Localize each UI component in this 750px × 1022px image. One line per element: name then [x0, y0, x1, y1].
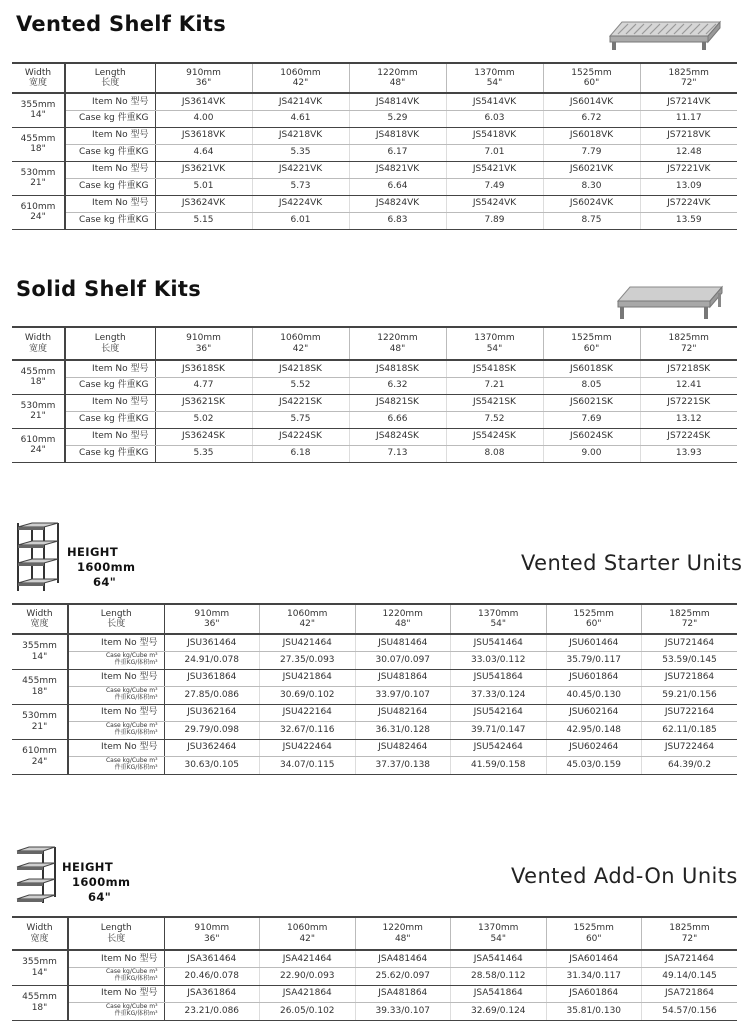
value-cell: 13.93	[640, 445, 737, 462]
length-header: Length 长度	[65, 327, 155, 360]
width-header: Width 宽度	[12, 63, 65, 93]
addon-title: Vented Add-On Units	[511, 864, 738, 888]
item-cell: JS5421VK	[446, 161, 543, 178]
item-cell: JSU542464	[451, 739, 547, 756]
row-label: Item No 型号	[68, 634, 164, 651]
item-cell: JS5418SK	[446, 360, 543, 377]
value-cell: 29.79/0.098	[164, 721, 260, 739]
value-cell: 8.75	[543, 212, 640, 229]
column-header: 1825mm 72"	[640, 63, 737, 93]
solid-shelf-title: Solid Shelf Kits	[16, 277, 202, 301]
item-cell: JSU481864	[355, 669, 451, 686]
row-label: Item No 型号	[65, 195, 155, 212]
vented-shelf-title: Vented Shelf Kits	[16, 12, 226, 36]
value-cell: 12.41	[640, 377, 737, 394]
item-cell: JS3624SK	[155, 428, 252, 445]
item-cell: JSU421864	[260, 669, 356, 686]
column-header: 1370mm 54"	[451, 604, 547, 634]
value-cell: 41.59/0.158	[451, 756, 547, 774]
row-label: Item No 型号	[65, 360, 155, 377]
column-header: 1525mm 60"	[543, 327, 640, 360]
value-cell: 8.30	[543, 178, 640, 195]
item-cell: JSU542164	[451, 704, 547, 721]
value-cell: 6.32	[349, 377, 446, 394]
row-label: Item No 型号	[65, 161, 155, 178]
addon-unit-image	[15, 845, 59, 905]
row-label: Item No 型号	[65, 428, 155, 445]
row-label: Case kg 件重KG	[65, 110, 155, 127]
item-cell: JSA721864	[642, 985, 738, 1002]
column-header: 1220mm 48"	[349, 327, 446, 360]
item-cell: JSU541464	[451, 634, 547, 651]
value-cell: 13.09	[640, 178, 737, 195]
table-row	[12, 428, 737, 445]
column-header: 1825mm 72"	[642, 604, 738, 634]
value-cell: 22.90/0.093	[260, 967, 356, 985]
item-cell: JS4218SK	[252, 360, 349, 377]
table-row	[12, 967, 737, 985]
item-cell: JS4221VK	[252, 161, 349, 178]
value-cell: 5.35	[252, 144, 349, 161]
row-label: Item No 型号	[68, 669, 164, 686]
column-header: 1220mm 48"	[355, 604, 451, 634]
value-cell: 4.64	[155, 144, 252, 161]
width-cell: 530mm 21"	[12, 161, 65, 195]
item-cell: JS3618VK	[155, 127, 252, 144]
row-label: Case kg/Cube m³ 件重KG/体积m³	[68, 686, 164, 704]
item-cell: JSA481864	[355, 985, 451, 1002]
item-cell: JS3621SK	[155, 394, 252, 411]
row-label: Case kg/Cube m³ 件重KG/体积m³	[68, 721, 164, 739]
column-header: 910mm 36"	[155, 63, 252, 93]
width-cell: 355mm 14"	[12, 634, 68, 669]
table-row	[12, 411, 737, 428]
item-cell: JSA541464	[451, 950, 547, 967]
row-label: Item No 型号	[65, 127, 155, 144]
column-header: 1525mm 60"	[546, 604, 642, 634]
value-cell: 7.52	[446, 411, 543, 428]
width-cell: 455mm 18"	[12, 669, 68, 704]
row-label: Case kg 件重KG	[65, 411, 155, 428]
value-cell: 8.08	[446, 445, 543, 462]
width-cell: 530mm 21"	[12, 394, 65, 428]
table-row	[12, 669, 737, 686]
value-cell: 35.81/0.130	[546, 1002, 642, 1020]
value-cell: 26.05/0.102	[260, 1002, 356, 1020]
table-row	[12, 144, 737, 161]
table-row	[12, 394, 737, 411]
value-cell: 31.34/0.117	[546, 967, 642, 985]
starter-title: Vented Starter Units	[521, 551, 743, 575]
value-cell: 54.57/0.156	[642, 1002, 738, 1020]
row-label: Item No 型号	[68, 950, 164, 967]
vented-shelf-image	[608, 18, 723, 52]
value-cell: 5.29	[349, 110, 446, 127]
item-cell: JS4224VK	[252, 195, 349, 212]
item-cell: JSU361464	[164, 634, 260, 651]
table-row	[12, 721, 737, 739]
table-row	[12, 756, 737, 774]
value-cell: 62.11/0.185	[642, 721, 738, 739]
solid-shelf-image	[616, 283, 724, 321]
item-cell: JSA721464	[642, 950, 738, 967]
value-cell: 5.15	[155, 212, 252, 229]
starter-table	[12, 603, 737, 775]
value-cell: 5.52	[252, 377, 349, 394]
column-header: 910mm 36"	[155, 327, 252, 360]
value-cell: 6.18	[252, 445, 349, 462]
item-cell: JSU602464	[546, 739, 642, 756]
width-cell: 530mm 21"	[12, 704, 68, 739]
value-cell: 6.72	[543, 110, 640, 127]
table-row	[12, 195, 737, 212]
column-header: 1370mm 54"	[451, 917, 547, 950]
item-cell: JS4221SK	[252, 394, 349, 411]
item-cell: JSU362164	[164, 704, 260, 721]
value-cell: 7.49	[446, 178, 543, 195]
table-row	[12, 110, 737, 127]
item-cell: JSU482464	[355, 739, 451, 756]
item-cell: JS4821SK	[349, 394, 446, 411]
column-header: 1060mm 42"	[252, 327, 349, 360]
value-cell: 7.01	[446, 144, 543, 161]
item-cell: JS6021VK	[543, 161, 640, 178]
item-cell: JS7224SK	[640, 428, 737, 445]
table-row	[12, 704, 737, 721]
item-cell: JS4818SK	[349, 360, 446, 377]
value-cell: 5.75	[252, 411, 349, 428]
starter-height-label: HEIGHT 1600mm 64"	[67, 545, 136, 589]
addon-table	[12, 916, 737, 1021]
value-cell: 5.73	[252, 178, 349, 195]
value-cell: 27.35/0.093	[260, 651, 356, 669]
item-cell: JS7224VK	[640, 195, 737, 212]
item-cell: JSU721864	[642, 669, 738, 686]
row-label: Case kg/Cube m³ 件重KG/体积m³	[68, 756, 164, 774]
value-cell: 45.03/0.159	[546, 756, 642, 774]
item-cell: JS7221SK	[640, 394, 737, 411]
table-row	[12, 651, 737, 669]
column-header: 1370mm 54"	[446, 63, 543, 93]
value-cell: 7.79	[543, 144, 640, 161]
item-cell: JSU721464	[642, 634, 738, 651]
value-cell: 30.07/0.097	[355, 651, 451, 669]
item-cell: JS4821VK	[349, 161, 446, 178]
value-cell: 6.66	[349, 411, 446, 428]
value-cell: 27.85/0.086	[164, 686, 260, 704]
item-cell: JSU482164	[355, 704, 451, 721]
value-cell: 6.17	[349, 144, 446, 161]
item-cell: JSA601464	[546, 950, 642, 967]
addon-height-label: HEIGHT 1600mm 64"	[62, 860, 131, 904]
item-cell: JS4814VK	[349, 93, 446, 110]
column-header: 1220mm 48"	[355, 917, 451, 950]
value-cell: 5.01	[155, 178, 252, 195]
value-cell: 33.03/0.112	[451, 651, 547, 669]
value-cell: 30.63/0.105	[164, 756, 260, 774]
table-row	[12, 161, 737, 178]
value-cell: 4.61	[252, 110, 349, 127]
column-header: 910mm 36"	[164, 604, 260, 634]
row-label: Case kg 件重KG	[65, 178, 155, 195]
item-cell: JSU541864	[451, 669, 547, 686]
item-cell: JSA481464	[355, 950, 451, 967]
value-cell: 12.48	[640, 144, 737, 161]
value-cell: 7.21	[446, 377, 543, 394]
width-cell: 455mm 18"	[12, 985, 68, 1020]
table-row	[12, 377, 737, 394]
value-cell: 4.77	[155, 377, 252, 394]
item-cell: JS6018VK	[543, 127, 640, 144]
value-cell: 5.02	[155, 411, 252, 428]
item-cell: JS7218SK	[640, 360, 737, 377]
width-cell: 455mm 18"	[12, 360, 65, 394]
item-cell: JSA421864	[260, 985, 356, 1002]
table-row	[12, 739, 737, 756]
value-cell: 34.07/0.115	[260, 756, 356, 774]
table-row	[12, 360, 737, 377]
item-cell: JS4818VK	[349, 127, 446, 144]
vented-shelf-table	[12, 62, 737, 230]
column-header: 1060mm 42"	[252, 63, 349, 93]
width-cell: 455mm 18"	[12, 127, 65, 161]
item-cell: JSU481464	[355, 634, 451, 651]
item-cell: JS6021SK	[543, 394, 640, 411]
length-header: Length 长度	[65, 63, 155, 93]
width-cell: 355mm 14"	[12, 93, 65, 127]
row-label: Case kg/Cube m³ 件重KG/体积m³	[68, 967, 164, 985]
table-row	[12, 686, 737, 704]
column-header: 1220mm 48"	[349, 63, 446, 93]
value-cell: 49.14/0.145	[642, 967, 738, 985]
table-row	[12, 445, 737, 462]
value-cell: 37.37/0.138	[355, 756, 451, 774]
table-row	[12, 1002, 737, 1020]
value-cell: 53.59/0.145	[642, 651, 738, 669]
item-cell: JS5424SK	[446, 428, 543, 445]
item-cell: JS5418VK	[446, 127, 543, 144]
item-cell: JS5424VK	[446, 195, 543, 212]
item-cell: JS7221VK	[640, 161, 737, 178]
value-cell: 13.59	[640, 212, 737, 229]
value-cell: 4.00	[155, 110, 252, 127]
column-header: 910mm 36"	[164, 917, 260, 950]
value-cell: 9.00	[543, 445, 640, 462]
column-header: 1525mm 60"	[543, 63, 640, 93]
item-cell: JSA361464	[164, 950, 260, 967]
value-cell: 32.69/0.124	[451, 1002, 547, 1020]
item-cell: JSU722464	[642, 739, 738, 756]
table-row	[12, 127, 737, 144]
value-cell: 20.46/0.078	[164, 967, 260, 985]
item-cell: JS6018SK	[543, 360, 640, 377]
item-cell: JSA361864	[164, 985, 260, 1002]
length-header: Length 长度	[68, 604, 164, 634]
value-cell: 35.79/0.117	[546, 651, 642, 669]
value-cell: 6.64	[349, 178, 446, 195]
value-cell: 39.33/0.107	[355, 1002, 451, 1020]
value-cell: 7.69	[543, 411, 640, 428]
item-cell: JSU361864	[164, 669, 260, 686]
item-cell: JSU602164	[546, 704, 642, 721]
row-label: Case kg 件重KG	[65, 144, 155, 161]
item-cell: JSA601864	[546, 985, 642, 1002]
value-cell: 23.21/0.086	[164, 1002, 260, 1020]
width-cell: 355mm 14"	[12, 950, 68, 985]
column-header: 1825mm 72"	[640, 327, 737, 360]
item-cell: JS6014VK	[543, 93, 640, 110]
row-label: Item No 型号	[65, 93, 155, 110]
item-cell: JSA541864	[451, 985, 547, 1002]
item-cell: JS3621VK	[155, 161, 252, 178]
value-cell: 6.01	[252, 212, 349, 229]
item-cell: JS5414VK	[446, 93, 543, 110]
table-row	[12, 93, 737, 110]
item-cell: JS3614VK	[155, 93, 252, 110]
value-cell: 7.89	[446, 212, 543, 229]
value-cell: 36.31/0.128	[355, 721, 451, 739]
column-header: 1525mm 60"	[546, 917, 642, 950]
row-label: Case kg 件重KG	[65, 212, 155, 229]
value-cell: 7.13	[349, 445, 446, 462]
row-label: Item No 型号	[68, 739, 164, 756]
item-cell: JS4824VK	[349, 195, 446, 212]
row-label: Item No 型号	[65, 394, 155, 411]
row-label: Case kg/Cube m³ 件重KG/体积m³	[68, 651, 164, 669]
table-row	[12, 634, 737, 651]
value-cell: 5.35	[155, 445, 252, 462]
item-cell: JS3624VK	[155, 195, 252, 212]
item-cell: JS4824SK	[349, 428, 446, 445]
item-cell: JSU601864	[546, 669, 642, 686]
value-cell: 33.97/0.107	[355, 686, 451, 704]
item-cell: JS4218VK	[252, 127, 349, 144]
row-label: Case kg/Cube m³ 件重KG/体积m³	[68, 1002, 164, 1020]
value-cell: 11.17	[640, 110, 737, 127]
row-label: Item No 型号	[68, 985, 164, 1002]
row-label: Item No 型号	[68, 704, 164, 721]
value-cell: 6.83	[349, 212, 446, 229]
item-cell: JS7218VK	[640, 127, 737, 144]
starter-unit-image	[14, 521, 62, 593]
column-header: 1825mm 72"	[642, 917, 738, 950]
value-cell: 42.95/0.148	[546, 721, 642, 739]
value-cell: 24.91/0.078	[164, 651, 260, 669]
value-cell: 64.39/0.2	[642, 756, 738, 774]
item-cell: JSU422464	[260, 739, 356, 756]
value-cell: 30.69/0.102	[260, 686, 356, 704]
value-cell: 28.58/0.112	[451, 967, 547, 985]
value-cell: 6.03	[446, 110, 543, 127]
value-cell: 8.05	[543, 377, 640, 394]
width-header: Width 宽度	[12, 604, 68, 634]
item-cell: JS4224SK	[252, 428, 349, 445]
item-cell: JS6024VK	[543, 195, 640, 212]
value-cell: 40.45/0.130	[546, 686, 642, 704]
width-cell: 610mm 24"	[12, 428, 65, 462]
item-cell: JS5421SK	[446, 394, 543, 411]
item-cell: JSU601464	[546, 634, 642, 651]
width-cell: 610mm 24"	[12, 195, 65, 229]
table-row	[12, 212, 737, 229]
value-cell: 32.67/0.116	[260, 721, 356, 739]
value-cell: 37.33/0.124	[451, 686, 547, 704]
table-row	[12, 985, 737, 1002]
item-cell: JSU421464	[260, 634, 356, 651]
row-label: Case kg 件重KG	[65, 445, 155, 462]
table-row	[12, 950, 737, 967]
item-cell: JS6024SK	[543, 428, 640, 445]
value-cell: 13.12	[640, 411, 737, 428]
column-header: 1060mm 42"	[260, 917, 356, 950]
value-cell: 25.62/0.097	[355, 967, 451, 985]
item-cell: JSU362464	[164, 739, 260, 756]
value-cell: 59.21/0.156	[642, 686, 738, 704]
column-header: 1370mm 54"	[446, 327, 543, 360]
item-cell: JS7214VK	[640, 93, 737, 110]
row-label: Case kg 件重KG	[65, 377, 155, 394]
item-cell: JSA421464	[260, 950, 356, 967]
item-cell: JS4214VK	[252, 93, 349, 110]
item-cell: JSU422164	[260, 704, 356, 721]
width-header: Width 宽度	[12, 917, 68, 950]
length-header: Length 长度	[68, 917, 164, 950]
width-header: Width 宽度	[12, 327, 65, 360]
solid-shelf-table	[12, 326, 737, 463]
item-cell: JS3618SK	[155, 360, 252, 377]
item-cell: JSU722164	[642, 704, 738, 721]
table-row	[12, 178, 737, 195]
value-cell: 39.71/0.147	[451, 721, 547, 739]
width-cell: 610mm 24"	[12, 739, 68, 774]
column-header: 1060mm 42"	[260, 604, 356, 634]
